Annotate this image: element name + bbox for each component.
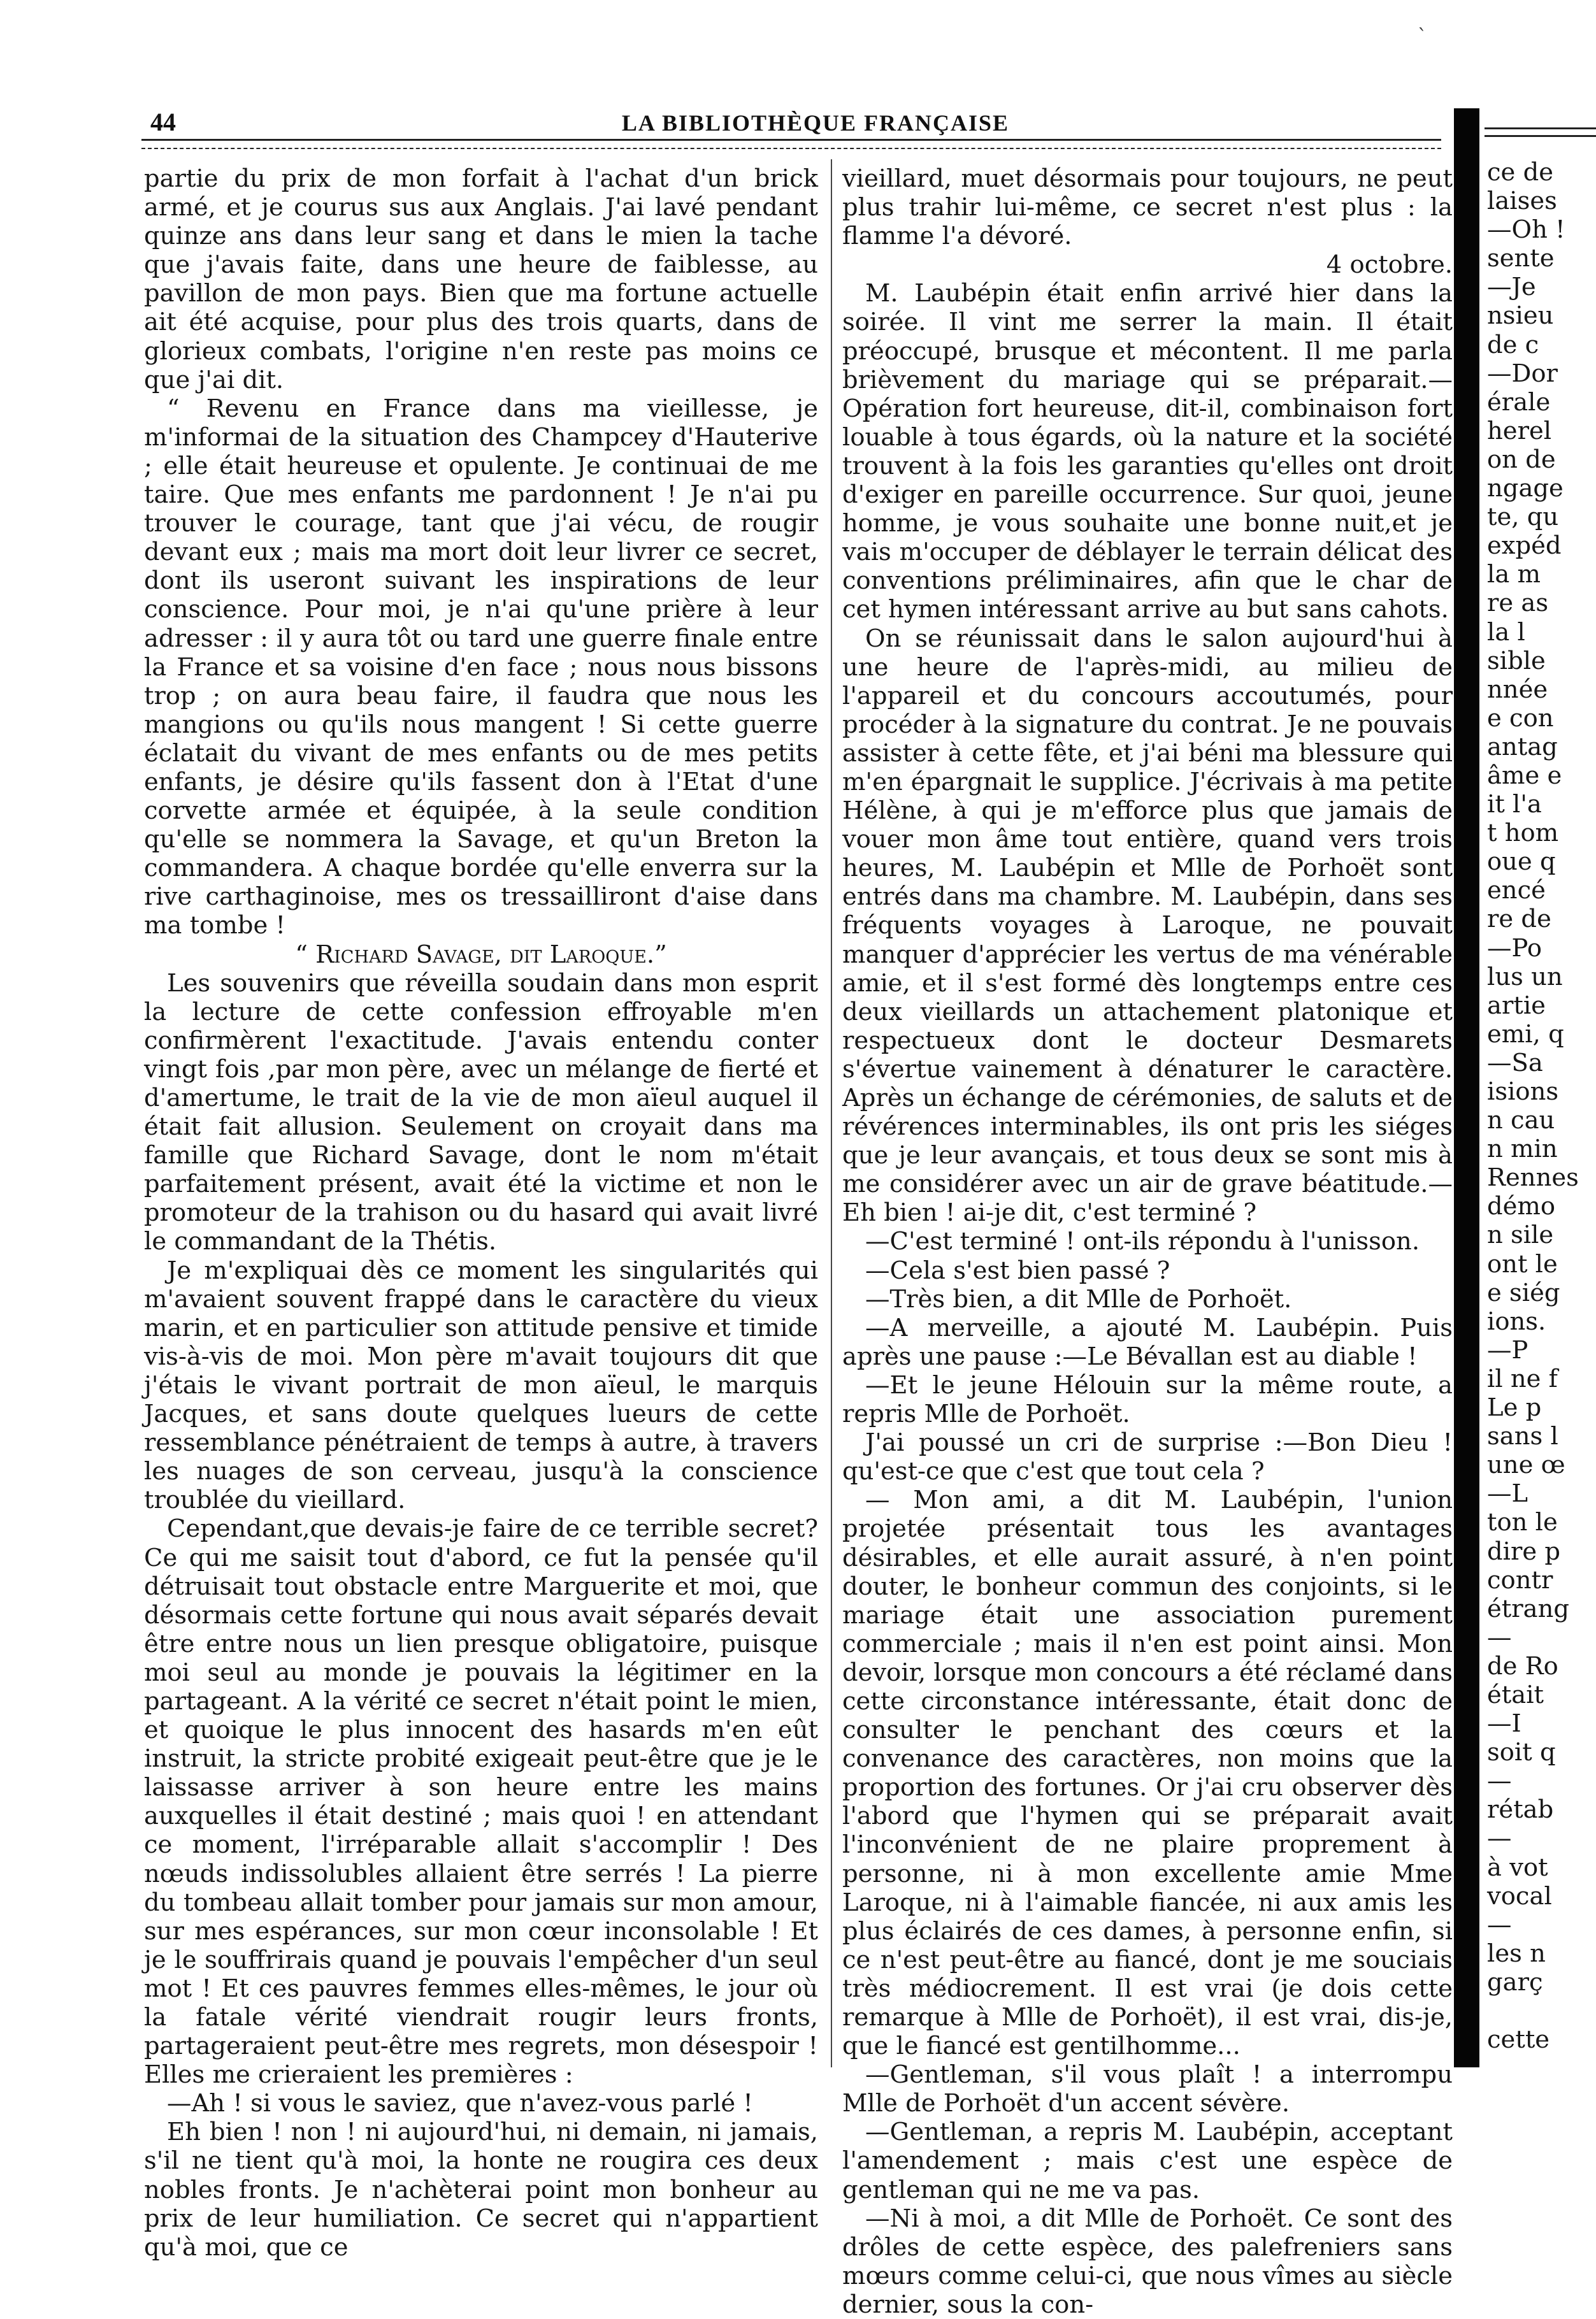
edge-fragment-line: antag bbox=[1487, 732, 1558, 761]
date-line: 4 octobre. bbox=[1326, 250, 1453, 280]
edge-fragment-line: soit q bbox=[1487, 1738, 1556, 1767]
edge-fragment-line: sans l bbox=[1487, 1422, 1558, 1451]
edge-fragment-line: —P bbox=[1487, 1335, 1528, 1365]
edge-fragment-line: ton le bbox=[1487, 1508, 1558, 1537]
edge-fragment-line: —Dor bbox=[1487, 359, 1558, 388]
edge-fragment-line: n cau bbox=[1487, 1106, 1555, 1135]
header-rule-dashed bbox=[141, 148, 1441, 149]
edge-fragment-line: les n bbox=[1487, 1939, 1546, 1968]
edge-fragment-line: de Ro bbox=[1487, 1651, 1558, 1681]
edge-fragment-line: nnée bbox=[1487, 675, 1548, 704]
scanner-black-bar bbox=[1454, 108, 1479, 2067]
edge-fragment-line: re as bbox=[1487, 589, 1549, 618]
edge-tick-mark: ˋ bbox=[1418, 25, 1427, 48]
paragraph: —Ah ! si vous le saviez, que n'avez-vous parlé ! bbox=[167, 2089, 753, 2118]
edge-fragment-line: e siég bbox=[1487, 1278, 1560, 1307]
paragraph: Les souvenirs que réveilla soudain dans mon esprit la lecture de cette confession effroyable m'en confirmèrent l'exactitude. J'avais entendu conter vingt fois ,par mon père, avec un mélange de fierté et d'amertume, le trait de la vie de mon aïeul auquel il était fait allusion. Seulement on croyait dans ma famille que Richard Savage, dont le nom m'était parfaitement présent, avait été la victime et non le promoteur de la trahison ou du hasard qui avait livré le commandant de la Thétis. bbox=[144, 968, 818, 1256]
left-text-column bbox=[144, 164, 818, 2262]
edge-fragment-line: re de bbox=[1487, 905, 1551, 934]
edge-fragment-line: ions. bbox=[1487, 1307, 1546, 1336]
edge-fragment-line: it l'a bbox=[1487, 790, 1542, 819]
paragraph: —Et le jeune Hélouin sur la même route, a repris Mlle de Porhoët. bbox=[842, 1370, 1453, 1429]
paragraph: vieillard, muet désormais pour toujours, ne peut plus trahir lui-même, ce secret n'est plus : la flamme l'a dévoré. bbox=[842, 164, 1453, 251]
paragraph: — Mon ami, a dit M. Laubépin, l'union projetée présentait tous les avantages désirables, et elle aurait assuré, à n'en point douter, le bonheur commun des conjoints, si le mariage était une association purement commerciale ; mais il n'en est point ainsi. Mon devoir, lorsque mon concours a été réclamé dans cette circonstance intéressante, était donc de consulter le penchant des cœurs et la convenance des caractères, non moins que la proportion des fortunes. Or j'ai cru observer dès l'abord que l'hymen qui se préparait avait l'inconvénient de ne plaire proprement à personne, ni à mon excellente amie Mme Laroque, ni à l'aimable fiancée, ni aux amis les plus éclairés de ces dames, à personne enfin, si ce n'est peut-être au fiancé, dont je me souciais très médiocrement. Il est vrai (je dois cette remarque à Mlle de Porhoët), il est vrai, dis-je, que le fiancé est gentilhomme... bbox=[842, 1486, 1453, 2061]
edge-fragment-line: Le p bbox=[1487, 1393, 1542, 1423]
edge-fragment-line: artie bbox=[1487, 991, 1546, 1020]
paragraph: —Très bien, a dit Mlle de Porhoët. bbox=[865, 1284, 1292, 1314]
edge-header-rule bbox=[1485, 127, 1596, 129]
edge-fragment-line: isions bbox=[1487, 1077, 1559, 1106]
edge-fragment-line: —Sa bbox=[1487, 1048, 1543, 1077]
edge-fragment-line: encé bbox=[1487, 876, 1546, 905]
page-number: 44 bbox=[150, 108, 176, 136]
edge-fragment-line: te, qu bbox=[1487, 503, 1559, 532]
paragraph: Je m'expliquai dès ce moment les singularités qui m'avaient souvent frappé dans le caractère du vieux marin, et en particulier son attitude pensive et timide vis-à-vis de moi. Mon père m'avait toujours dit que j'étais le vivant portrait de mon aïeul, le marquis Jacques, et sans doute quelques lueurs de cette ressemblance pénétraient de temps à autre, à travers les nuages de son cerveau, jusqu'à la conscience troublée du vieillard. bbox=[144, 1256, 818, 1515]
paragraph: —C'est terminé ! ont-ils répondu à l'unisson. bbox=[865, 1227, 1420, 1256]
edge-fragment-line: sente bbox=[1487, 244, 1555, 273]
edge-fragment-line: était bbox=[1487, 1680, 1544, 1709]
edge-fragment-line: laises bbox=[1487, 187, 1557, 216]
edge-fragment-line: on de bbox=[1487, 445, 1556, 474]
edge-fragment-line: la m bbox=[1487, 560, 1541, 589]
paragraph: J'ai poussé un cri de surprise :—Bon Dieu ! qu'est-ce que c'est que tout cela ? bbox=[842, 1428, 1453, 1486]
edge-fragment-line: dire p bbox=[1487, 1537, 1561, 1566]
edge-fragment-line: Rennes bbox=[1487, 1163, 1579, 1193]
edge-fragment-line: —Je bbox=[1487, 273, 1536, 302]
edge-fragment-line: — bbox=[1487, 1910, 1512, 1939]
edge-fragment-line: contr bbox=[1487, 1565, 1553, 1595]
edge-fragment-line: âme e bbox=[1487, 761, 1562, 790]
paragraph: partie du prix de mon forfait à l'achat d'un brick armé, et je courus sus aux Anglais. J'ai lavé pendant quinze ans dans leur sang et dans le mien la tache que j'avais faite, dans une heure de faiblesse, au pavillon de mon pays. Bien que ma fortune actuelle ait été acquise, pour plus des trois quarts, dans de glorieux combats, l'origine n'en reste pas moins ce que j'ai dit. bbox=[144, 164, 818, 394]
edge-fragment-line: oue q bbox=[1487, 847, 1556, 877]
paragraph: “ Revenu en France dans ma vieillesse, je m'informai de la situation des Champcey d'Hauterive ; elle était heureuse et opulente. Je continuai de me taire. Que mes enfants me pardonnent ! Je n'ai pu trouver le courage, tant que j'ai vécu, de rougir devant eux ; mais ma mort doit leur livrer ce secret, dont ils useront suivant les inspirations de leur conscience. Pour moi, je n'ai qu'une prière à leur adresser : il y aura tôt ou tard une guerre finale entre la France et sa voisine d'en face ; nous nous bissons trop ; on aura beau faire, il faudra que nous les mangions ou qu'ils nous mangent ! Si cette guerre éclatait du vivant de mes enfants ou de mes petits enfants, je désire qu'ils fassent don à l'Etat d'une corvette armée et équipée, à la seule condition qu'elle se nommera la Savage, et qu'un Breton la commandera. A chaque bordée qu'elle enverra sur la rive carthaginoise, mes os tressailliront d'aise dans ma tombe ! bbox=[144, 394, 818, 940]
paragraph: Cependant,que devais-je faire de ce terrible secret? Ce qui me saisit tout d'abord, ce fut la pensée qu'il détruisait tout obstacle entre Marguerite et moi, que désormais cette fortune qui nous avait séparés devait être entre nous un lien presque obligatoire, puisque moi seul au monde je pouvais la légitimer en la partageant. A la vérité ce secret n'était point le mien, et quoique le plus innocent des hasards m'en eût instruit, la stricte probité exigeait peut-être que je le laissasse arriver à son heure entre les mains auxquelles il était destiné ; mais quoi ! en attendant ce moment, l'irréparable allait s'accomplir ! Des nœuds indissolubles allaient être serrés ! La pierre du tombeau allait tomber pour jamais sur mon amour, sur mes espérances, sur mon cœur inconsolable ! Et je le souffrirais quand je pouvais l'empêcher d'un seul mot ! Et ces pauvres femmes elles-mêmes, le jour où la fatale vérité viendrait rougir leurs fronts, partageraient peut-être mes regrets, mon désespoir ! Elles me crieraient les premières : bbox=[144, 1514, 818, 2090]
edge-fragment-line: sible bbox=[1487, 646, 1546, 675]
edge-fragment-line: la l bbox=[1487, 617, 1525, 647]
paragraph: Eh bien ! non ! ni aujourd'hui, ni demain, ni jamais, s'il ne tient qu'à moi, la honte ne rougira ces deux nobles fronts. Je n'achèterai point mon bonheur au prix de leur humiliation. Ce secret qui n'appartient qu'à moi, que ce bbox=[144, 2118, 818, 2262]
edge-fragment-line: — bbox=[1487, 1623, 1512, 1652]
edge-fragment-line: garç bbox=[1487, 1967, 1543, 1997]
edge-fragment-line: — bbox=[1487, 1767, 1512, 1796]
paragraph: —Gentleman, s'il vous plaît ! a interrompu Mlle de Porhoët d'un accent sévère. bbox=[842, 2060, 1453, 2118]
edge-fragment-line: n sile bbox=[1487, 1221, 1554, 1250]
paragraph: —Gentleman, a repris M. Laubépin, acceptant l'amendement ; mais c'est une espèce de gentleman qui ne me va pas. bbox=[842, 2118, 1453, 2204]
edge-fragment-line: ont le bbox=[1487, 1249, 1558, 1279]
edge-fragment-line: — bbox=[1487, 1824, 1512, 1853]
paragraph: —A merveille, a ajouté M. Laubépin. Puis après une pause :—Le Bévallan est au diable ! bbox=[842, 1313, 1453, 1371]
edge-fragment-line: cette bbox=[1487, 2025, 1550, 2055]
edge-fragment-line: —Oh ! bbox=[1487, 215, 1565, 245]
signature-line: “ Richard Savage, dit Laroque.” bbox=[295, 940, 667, 969]
header-rule bbox=[141, 139, 1441, 141]
edge-header-rule bbox=[1485, 135, 1596, 137]
edge-fragment-line: t hom bbox=[1487, 819, 1559, 848]
edge-fragment-line: nsieu bbox=[1487, 301, 1554, 331]
paragraph: —Ni à moi, a dit Mlle de Porhoët. Ce sont des drôles de cette espèce, des palefreniers sans mœurs comme celui-ci, que nous vîmes au siècle dernier, sous la con- bbox=[842, 2204, 1453, 2319]
column-divider bbox=[831, 159, 832, 2067]
edge-fragment-line: expéd bbox=[1487, 531, 1562, 561]
paragraph: On se réunissait dans le salon aujourd'hui à une heure de l'après-midi, au milieu de l'appareil et du concours accoutumés, pour procéder à la signature du contrat. Je ne pouvais assister à cette fête, et j'ai béni ma blessure qui m'en épargnait le supplice. J'écrivais à ma petite Hélène, à qui je m'efforce plus que jamais de vouer mon âme tout entière, quand vers trois heures, M. Laubépin et Mlle de Porhoët sont entrés dans ma chambre. M. Laubépin, dans ses fréquents voyages à Laroque, ne pouvait manquer d'apprécier les vertus de ma vénérable amie, et il s'est formé dès longtemps entre ces deux vieillards un attachement platonique et respectueux dont le docteur Desmarets s'évertue vainement à dénaturer le caractère. Après un échange de cérémonies, de saluts et de révérences interminables, ils ont pris les siéges que je leur avançais, et tous deux se sont mis à me considérer avec un air de grave béatitude.—Eh bien ! ai-je dit, c'est terminé ? bbox=[842, 624, 1453, 1228]
edge-fragment-line: —L bbox=[1487, 1479, 1528, 1509]
edge-fragment-line: érale bbox=[1487, 387, 1551, 417]
edge-fragment-line: —I bbox=[1487, 1709, 1521, 1739]
edge-fragment-line bbox=[1487, 1997, 1596, 2025]
edge-fragment-line: n min bbox=[1487, 1135, 1558, 1164]
edge-fragment-line: lus un bbox=[1487, 962, 1563, 991]
cut-off-adjacent-page-column bbox=[1487, 158, 1596, 2069]
right-text-column bbox=[842, 164, 1453, 2319]
edge-fragment-line: e con bbox=[1487, 703, 1554, 733]
edge-fragment-line: étrang bbox=[1487, 1594, 1570, 1623]
edge-fragment-line: de c bbox=[1487, 330, 1539, 359]
edge-fragment-line: herel bbox=[1487, 416, 1552, 445]
edge-fragment-line: démo bbox=[1487, 1192, 1556, 1221]
edge-fragment-line: ce de bbox=[1487, 158, 1554, 187]
edge-fragment-line: emi, q bbox=[1487, 1019, 1564, 1049]
edge-fragment-line: rétab bbox=[1487, 1795, 1554, 1825]
edge-fragment-line: ngage bbox=[1487, 474, 1564, 503]
paragraph: M. Laubépin était enfin arrivé hier dans la soirée. Il vint me serrer la main. Il était préoccupé, brusque et mécontent. Il me parla brièvement du mariage qui se préparait.—Opération fort heureuse, dit-il, combinaison fort louable à tous égards, où la nature et la société trouvent à la fois les garanties qu'elles ont droit d'exiger en pareille occurrence. Sur quoi, jeune homme, je vous souhaite une bonne nuit,et je vais m'occuper de déblayer le terrain délicat des conventions préliminaires, afin que le char de cet hymen intéressant arrive au but sans cahots. bbox=[842, 279, 1453, 624]
edge-fragment-line: une œ bbox=[1487, 1451, 1565, 1480]
edge-fragment-line: il ne f bbox=[1487, 1364, 1558, 1393]
running-title: LA BIBLIOTHÈQUE FRANÇAISE bbox=[621, 110, 1010, 136]
edge-fragment-line: —Po bbox=[1487, 933, 1542, 963]
paragraph: —Cela s'est bien passé ? bbox=[865, 1256, 1170, 1285]
edge-fragment-line: à vot bbox=[1487, 1853, 1548, 1882]
edge-fragment-line: vocal bbox=[1487, 1881, 1552, 1911]
